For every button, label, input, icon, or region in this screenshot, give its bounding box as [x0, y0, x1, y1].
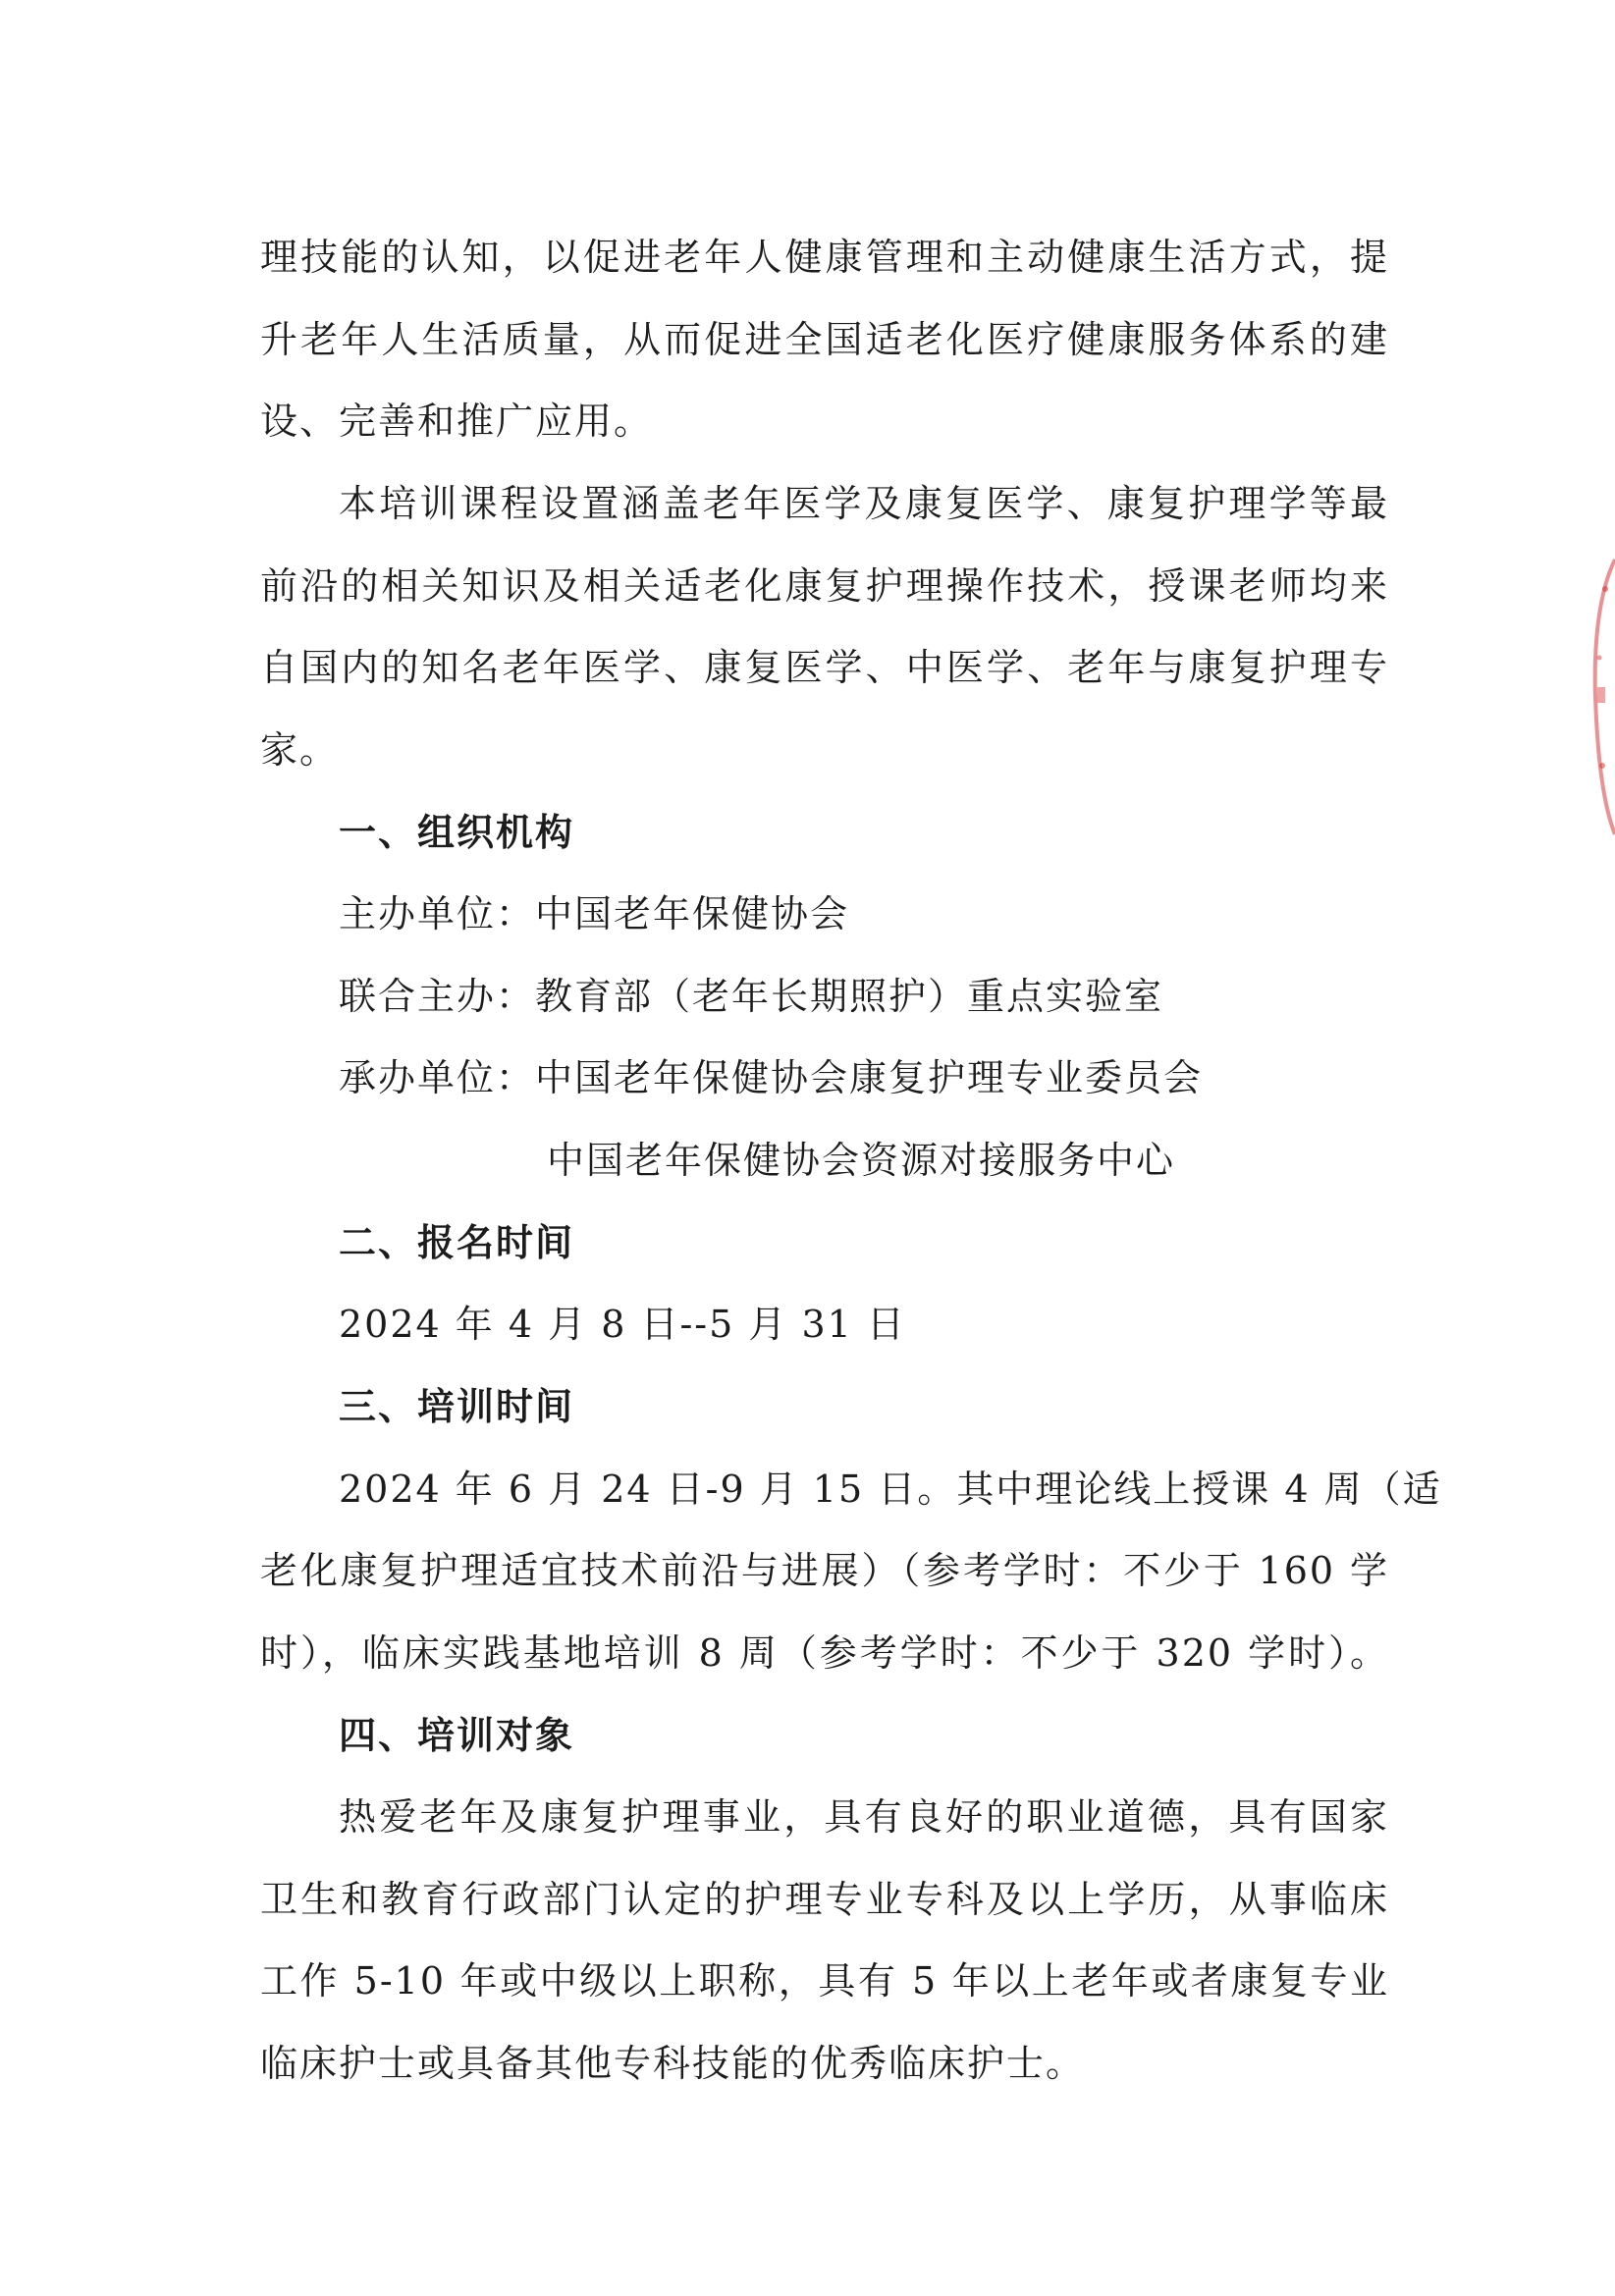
- intro-line-3: 设、完善和推广应用。: [260, 400, 654, 443]
- section-heading-trainees: 四、培训对象: [339, 1714, 575, 1757]
- trainees-line-4: 临床护士或具备其他专科技能的优秀临床护士。: [260, 2042, 1086, 2085]
- registration-period: 2024 年 4 月 8 日--5 月 31 日: [339, 1303, 906, 1346]
- trainees-line-1: 热爱老年及康复护理事业，具有良好的职业道德，具有国家: [339, 1795, 1389, 1839]
- intro-line-1: 理技能的认知，以促进老年人健康管理和主动健康生活方式，提: [260, 236, 1389, 279]
- co-host-unit: 联合主办：教育部（老年长期照护）重点实验室: [339, 975, 1164, 1018]
- training-time-line-2: 老化康复护理适宜技术前沿与进展）（参考学时：不少于 160 学: [260, 1549, 1389, 1592]
- trainees-line-3: 工作 5-10 年或中级以上职称，具有 5 年以上老年或者康复专业: [260, 1959, 1389, 2002]
- trainees-line-2: 卫生和教育行政部门认定的护理专业专科及以上学历，从事临床: [260, 1878, 1389, 1921]
- section-heading-organization: 一、组织机构: [339, 811, 575, 854]
- organizer-unit-2: 中国老年保健协会资源对接服务中心: [547, 1139, 1176, 1182]
- course-line-2: 前沿的相关知识及相关适老化康复护理操作技术，授课老师均来: [260, 564, 1389, 608]
- host-unit: 主办单位：中国老年保健协会: [339, 892, 850, 935]
- section-heading-training-time: 三、培训时间: [339, 1385, 575, 1428]
- seal-stamp-edge: [1576, 550, 1615, 844]
- course-line-1: 本培训课程设置涵盖老年医学及康复医学、康复护理学等最: [339, 482, 1389, 525]
- intro-line-2: 升老年人生活质量，从而促进全国适老化医疗健康服务体系的建: [260, 318, 1389, 361]
- course-line-4: 家。: [260, 728, 340, 772]
- organizer-unit: 承办单位：中国老年保健协会康复护理专业委员会: [339, 1056, 1204, 1099]
- course-line-3: 自国内的知名老年医学、康复医学、中医学、老年与康复护理专: [260, 646, 1389, 689]
- section-heading-registration: 二、报名时间: [339, 1221, 575, 1264]
- training-time-line-1: 2024 年 6 月 24 日-9 月 15 日。其中理论线上授课 4 周（适: [339, 1468, 1442, 1511]
- training-time-line-3: 时），临床实践基地培训 8 周（参考学时：不少于 320 学时）。: [260, 1631, 1389, 1675]
